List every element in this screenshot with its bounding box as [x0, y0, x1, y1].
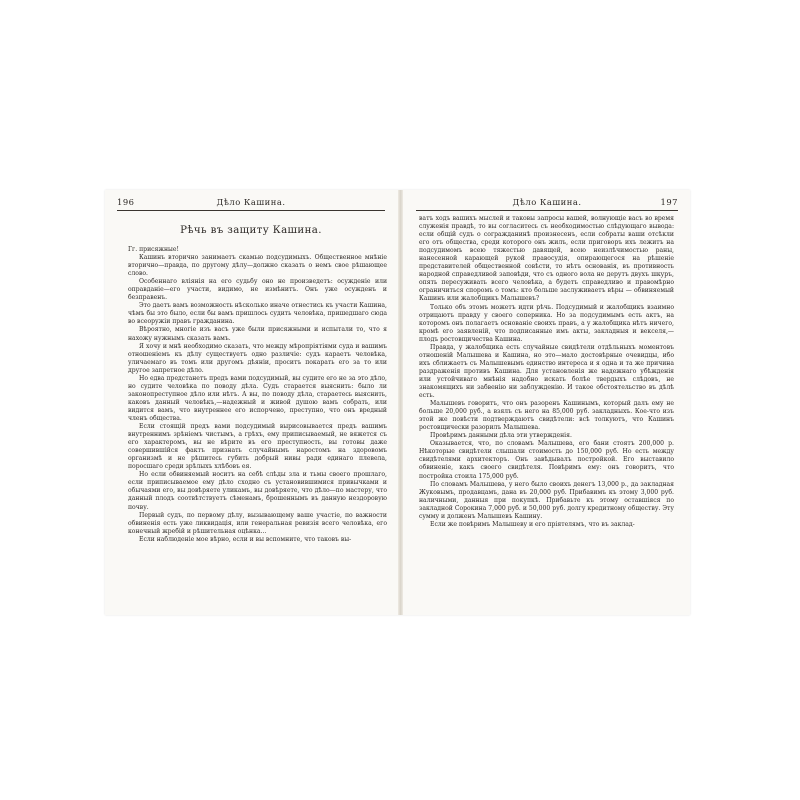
paragraph: Провѣримъ данными дѣла эти утвержденія.	[430, 432, 572, 440]
right-page	[404, 190, 690, 615]
book-gutter	[398, 190, 403, 615]
paragraph: Оказывается, что, по словамъ Малышева, его бани стоятъ 200,000 р. Нѣкоторые свидѣтели слышали стоимость до 150,000 руб. Но есть между свидѣтелями архитекторъ. Онъ завѣдывалъ постройкой. Его выставило обвиненіе, какъ своего свидѣтеля. Повѣримъ ему: онъ говоритъ, что постройка стоила 175,000 руб.	[419, 440, 674, 480]
paragraph: Если наблюденіе мое вѣрно, если и вы вспомните, что таковъ вы-	[139, 535, 352, 543]
page-number-right: 197	[660, 197, 678, 207]
left-page-text	[128, 246, 387, 544]
paragraph: Только объ этомъ можетъ идти рѣчь. Подсудимый и жалобщикъ взаимно отрицаютъ правду у своего соперника. Но за подсудимымъ есть актъ, на которомъ онъ полагаетъ основаніе своихъ правъ, а у жалобщика нѣтъ ничего, кромѣ его заявленій, что подписанные имъ акты, закладныя и векселя,—плодъ ростовщичества Кашина.	[419, 303, 674, 343]
paragraph: ватъ ходъ вашихъ мыслей и таковы запросы вашей, волнующіе васъ во время служенія правдѣ, то вы согласитесь съ необходимостью слѣдующаго вывода: если общій судъ о согражданинѣ произнесенъ, если собраты ваши отсѣкли его отъ общества, среди которого онъ жилъ, если приговоръ ихъ лежитъ на подсудимомъ всею тяжестью давящей, всею неизлѣчимостью раны, нанесенной карающей рукой правосудія, опирающегося на рѣшеніе представителей общественной совѣсти, то нѣтъ основанія, въ противность народной справедливой заповѣди, что съ одного вола не дерутъ двухъ шкуръ, опять пересуживать всего человѣка, а будетъ справедливо и правомѣрно ограничиться споромъ о томъ: кто больше заслуживаетъ вѣры — обвиняемый Кашинъ или жалобщикъ Малышевъ?	[419, 215, 674, 303]
left-page	[105, 190, 397, 615]
header-rule-left	[117, 210, 385, 211]
paragraph: Малышевъ говоритъ, что онъ разоренъ Кашинымъ, который далъ ему не больше 20,000 руб., а взялъ съ него на 85,000 руб. закладныхъ. Кое-что изъ этой же повѣсти подтверждаютъ свидѣтели: всѣ толкуютъ, что Кашинъ ростовщически разорилъ Малышева.	[419, 400, 674, 432]
paragraph: Особеннаго вліянія на его судьбу оно не произведетъ: осужденіе или оправданіе—его участи, видимо, не измѣнитъ. Онъ уже осужденъ и безправенъ.	[128, 278, 387, 302]
paragraph: Я хочу и мнѣ необходимо сказать, что между мѣропріятіями суда и вашимъ отношеніемъ къ дѣлу существуетъ одно различіе: судъ караетъ человѣка, уличаемаго въ томъ или другомъ дѣяніи, проситъ покарать его за то или другое запретное дѣло.	[128, 342, 387, 374]
paragraph: Если же повѣримъ Малышеву и его пріятелямъ, что въ заклад-	[430, 520, 635, 528]
paragraph: Кашинъ вторично занимаетъ скамью подсудимыхъ. Общественное мнѣніе вторично—правда, по другому дѣлу—должно сказать о немъ свое рѣшающее слово.	[128, 254, 387, 278]
paragraph: Это даетъ вамъ возможность нѣсколько иначе отнестись къ участи Кашина, чѣмъ бы это было, если бы вамъ пришлось судить человѣка, пришедшаго сюда во всеоружіи правъ гражданина.	[128, 302, 387, 326]
paragraph: Первый судъ, по первому дѣлу, вызывающему ваше участіе, по важности обвиненія есть уже ликвидація, или генеральная ревизія всего человѣка, его конечный жребій и рѣшительная оцѣнка...	[128, 511, 387, 535]
paragraph: Если стоящій предъ вами подсудимый вырисовывается предъ вашимъ внутреннимъ зрѣніемъ чистымъ, а грѣхъ, ему приписываемый, не вяжется съ его характеромъ, вы не вѣрите въ его преступность, вы готовы даже совершившійся фактъ признать случайнымъ наростомъ на здоровомъ организмѣ и не рѣшитесь губить добрый нивы ради единаго плевела, поросшаго среди зрѣлыхъ хлѣбовъ ея.	[128, 423, 387, 471]
paragraph: Вѣроятно, многіе изъ васъ уже были присяжными и испытали то, что я нахожу нужнымъ сказать вамъ.	[128, 326, 387, 342]
running-title-right: Дѣло Кашина.	[512, 197, 582, 207]
speech-title: Рѣчь въ защиту Кашина.	[180, 225, 322, 236]
paragraph: Правда, у жалобщика есть случайные свидѣтели отдѣльныхъ моментовъ отношеній Малышева и Кашина, но это—мало достовѣрные очевидцы, ибо ихъ сближаетъ съ Малышевымъ единство интереса и я одна и та же причина раздраженія противъ Кашина. Для установленія же надежнаго убѣжденія или устойчиваго мнѣнія надобно искать болѣе твердыхъ слѣдовъ, не знакомящихъ ни забвенію ни заблужденію. И такое обстоятельство въ дѣлѣ есть.	[419, 343, 674, 400]
header-rule-right	[416, 210, 678, 211]
book-spread	[105, 190, 690, 615]
paragraph: Но если обвиняемый носитъ на себѣ слѣды зла и тьмы своего прошлаго, если приписываемое ему дѣло сходно съ установившимися привычками и обычаями его, вы довѣряете уликамъ, вы довѣряете, что дѣло—по мастеру, что данный плодъ соотвѣтствуетъ сѣменамъ, брошеннымъ въ данную нездоровую почву.	[128, 471, 387, 511]
running-head-right	[416, 197, 678, 209]
right-page-text	[419, 215, 674, 529]
paragraph: Гг. присяжные!	[128, 246, 179, 253]
paragraph: Но едва предстанетъ предъ вами подсудимый, вы судите его не за это дѣло, но судите человѣка по поводу дѣла. Судъ старается выяснить: было ли законопреступное дѣло или нѣтъ. А вы, по поводу дѣла, стараетесь выяснить, каковъ данный человѣкъ,—надежный и живой душою вамъ собрать, или видится вамъ, что внутреннее его испорчено, преступно, что онъ вредный членъ общества.	[128, 374, 387, 422]
page-number-left: 196	[117, 197, 135, 207]
running-head-left	[117, 197, 385, 209]
paragraph: По словамъ Малышева, у него было своихъ денегъ 13,000 р., да закладная Жуковымъ, продавцамъ, дана въ 20,000 руб. Прибавимъ къ этому 3,000 руб. наличными, данныя при покупкѣ. Прибавьте къ этому оставшіяся по закладной Сорокина 7,000 руб. и 50,000 руб. долгу кредитному обществу. Эту сумму и долженъ Малышевъ Кашину.	[419, 480, 674, 520]
running-title-left: Дѣло Кашина.	[216, 197, 286, 207]
